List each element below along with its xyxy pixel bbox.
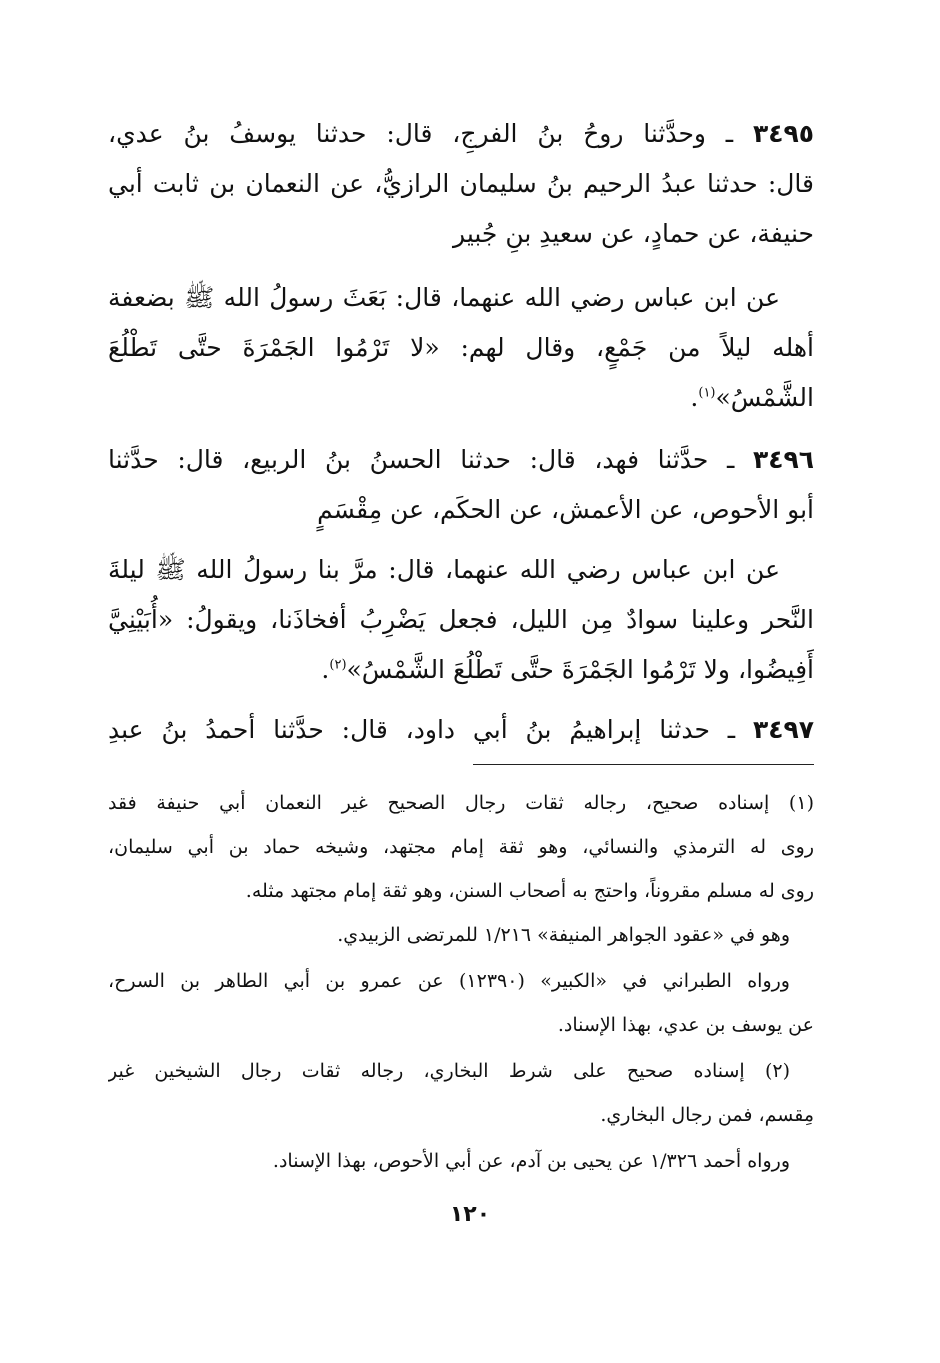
- footnote-1-line-5: ورواه الطبراني في «الكبير» (١٢٣٩٠) عن عمرو بن أبي الطاهر بن السرح،: [108, 970, 790, 992]
- hadith-3496-matn-line-2: النَّحر وعلينا سوادٌ مِن الليل، فجعل يَضْرِبُ أفخاذَنا، ويقولُ: «أُبَيْنِيَّ: [108, 605, 814, 634]
- page-number: ١٢٠: [449, 1202, 491, 1227]
- footnote-1-line-2: روى له الترمذي والنسائي، وهو ثقة إمام مجتهد، وشيخه حماد بن أبي سليمان،: [108, 836, 814, 858]
- footnote-2-line-1: (٢) إسناده صحيح على شرط البخاري، رجاله ثقات رجال الشيخين غير: [108, 1060, 790, 1082]
- hadith-3497-isnad-line-1: [108, 704, 814, 756]
- footnote-ref: (١): [698, 385, 716, 401]
- matn-text: الشَّمْسُ»: [715, 383, 814, 412]
- hadith-3495-matn-line-1: عن ابن عباس رضي الله عنهما، قال: بَعَثَ رسولُ الله ﷺ بضعفة: [108, 283, 780, 312]
- footnote-ref: (٢): [329, 657, 347, 673]
- hadith-3495-isnad-line-2: قال: حدثنا عبدُ الرحيم بنُ سليمان الرازيُّ، عن النعمان بن ثابت أبي: [108, 169, 814, 198]
- hadith-number: ٣٤٩٦: [752, 445, 814, 474]
- isnad-text: ـ حدَّثنا فهد، قال: حدثنا الحسنُ بنُ الربيع، قال: حدَّثنا: [108, 445, 735, 474]
- isnad-text: ـ حدثنا إبراهيمُ بنُ أبي داود، قال: حدَّثنا أحمدُ بنُ عبدِ: [108, 715, 736, 744]
- full-stop: .: [690, 383, 699, 412]
- hadith-number: ٣٤٩٥: [752, 119, 814, 148]
- footnote-divider: [473, 764, 814, 765]
- matn-text: أَفِيضُوا، ولا تَرْمُوا الجَمْرَةَ حتَّى تَطْلُعَ الشَّمْسُ»: [346, 655, 814, 684]
- hadith-number: ٣٤٩٧: [752, 715, 814, 744]
- full-stop: .: [321, 655, 330, 684]
- hadith-3495-isnad-line-3: حنيفة، عن حمادٍ، عن سعيدِ بنِ جُبير: [453, 219, 814, 248]
- hadith-3496-isnad-line-1: [108, 434, 814, 486]
- hadith-3496-matn-line-1: عن ابن عباس رضي الله عنهما، قال: مرَّ بنا رسولُ الله ﷺ ليلةَ: [108, 555, 780, 584]
- footnote-1-line-6: عن يوسف بن عدي، بهذا الإسناد.: [557, 1014, 814, 1036]
- footnote-1-line-4: وهو في «عقود الجواهر المنيفة» ١/٢١٦ للمرتضى الزبيدي.: [337, 924, 790, 946]
- footnote-1-line-1: (١) إسناده صحيح، رجاله ثقات رجال الصحيح غير النعمان أبي حنيفة فقد: [108, 792, 814, 814]
- hadith-3495-isnad-line-1: [108, 108, 814, 160]
- hadith-3495-matn-line-3: [108, 372, 814, 424]
- footnote-1-line-3: روى له مسلم مقروناً، واحتج به أصحاب السنن، وهو ثقة إمام مجتهد مثله.: [245, 880, 814, 902]
- isnad-text: ـ وحدَّثنا روحُ بنُ الفرجِ، قال: حدثنا يوسفُ بنُ عدي،: [108, 119, 734, 148]
- footnote-2-line-2: مِقسم، فمن رجال البخاري.: [600, 1104, 814, 1126]
- hadith-3495-matn-line-2: أهله ليلاً من جَمْعٍ، وقال لهم: «لا تَرْمُوا الجَمْرَةَ حتَّى تَطْلُعَ: [108, 333, 814, 362]
- hadith-3496-matn-line-3: [108, 644, 814, 696]
- hadith-3496-isnad-line-2: أبو الأحوص، عن الأعمش، عن الحكَم، عن مِقْسَمٍ: [317, 495, 814, 524]
- footnote-2-line-3: ورواه أحمد ١/٣٢٦ عن يحيى بن آدم، عن أبي الأحوص، بهذا الإسناد.: [272, 1150, 790, 1172]
